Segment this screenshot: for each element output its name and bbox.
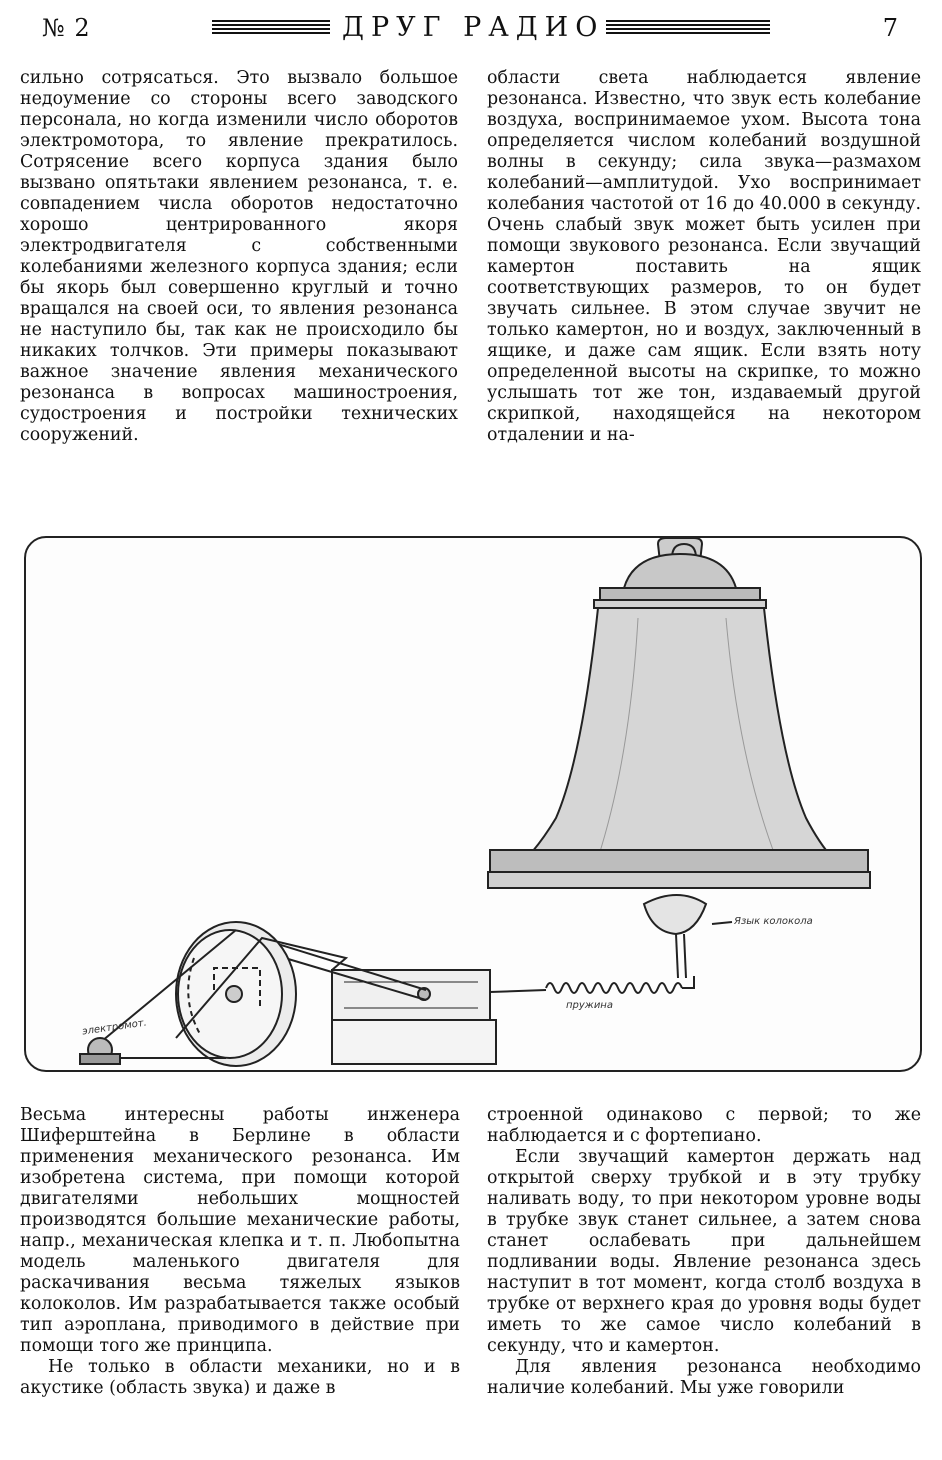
header-rule-right <box>606 20 770 36</box>
column-bottom-right <box>487 1105 921 1399</box>
column-top-left <box>20 68 458 446</box>
clapper-label: Язык колокола <box>734 916 813 927</box>
spring-label: пружина <box>566 1000 613 1011</box>
bell-resonance-figure <box>24 536 922 1072</box>
page-number: 7 <box>882 14 898 42</box>
paragraph: Не только в области механики, но и в акустике (область звука) и даже в <box>20 1357 460 1398</box>
paragraph: сильно сотрясаться. Это вызвало большое недоумение со стороны всего заводского персонала, но когда изменили число оборотов электромотора, то явление прекратилось. Сотрясение всего корпуса здания было вызвано опятьтаки явлением резонанса, т. е. совпадением числа оборотов недостаточно хорошо центрированного якоря электродвигателя с собственными колебаниями железного корпуса здания; если бы якорь был совершенно круглый и точно вращался на своей оси, то явления резонанса не наступило бы, так как не происходило бы никаких толчков. Эти примеры показывают важное значение явления механического резонанса в вопросах машиностроения, судостроения и постройки технических сооружений. <box>20 68 458 445</box>
paragraph: строенной одинаково с первой; то же наблюдается и с фортепиано. <box>487 1105 921 1146</box>
paragraph: Весьма интересны работы инженера Шиферштейна в Берлине в области применения механического резонанса. Им изобретена система, при помощи которой двигателями небольших мощностей производятся большие механические работы, напр., механическая клепка и т. п. Любопытна модель маленького двигателя для раскачивания весьма тяжелых языков колоколов. Им разрабатывается также особый тип аэроплана, приводимого в действие при помощи того же принципа. <box>20 1105 460 1356</box>
column-top-right <box>487 68 921 446</box>
paragraph: Для явления резонанса необходимо наличие колебаний. Мы уже говорили <box>487 1357 921 1398</box>
column-bottom-left <box>20 1105 460 1399</box>
paragraph: области света наблюдается явление резонанса. Известно, что звук есть колебание воздуха, воспринимаемое ухом. Высота тона определяется числом колебаний воздушной волны в секунду; сила звука—размахом колебаний—амплитудой. Ухо воспринимает колебания частотой от 16 до 40.000 в секунду. Очень слабый звук может быть усилен при помощи звукового резонанса. Если звучащий камертон поставить на ящик соответствующих размеров, то он будет звучать сильнее. В этом случае звучит не только камертон, но и воздух, заключенный в ящике, и даже сам ящик. Если взять ноту определенной высоты на скрипке, то можно услышать тот же тон, издаваемый другой скрипкой, находящейся на некотором отдалении и на- <box>487 68 921 445</box>
journal-title: ДРУГ РАДИО <box>342 12 605 43</box>
motor-label: электромот. <box>81 1017 148 1038</box>
bell-mechanism-illustration <box>26 538 920 1070</box>
page-header <box>0 8 942 48</box>
issue-number: № 2 <box>42 14 91 42</box>
header-rule-left <box>212 20 330 36</box>
paragraph: Если звучащий камертон держать над открытой сверху трубкой и в эту трубку наливать воду, то при некотором уровне воды в трубке звук станет сильнее, а затем снова станет ослабевать при дальнейшем подливании воды. Явление резонанса здесь наступит в тот момент, когда столб воздуха в трубке от верхнего края до уровня воды будет иметь то же самое число колебаний в секунду, что и камертон. <box>487 1147 921 1356</box>
